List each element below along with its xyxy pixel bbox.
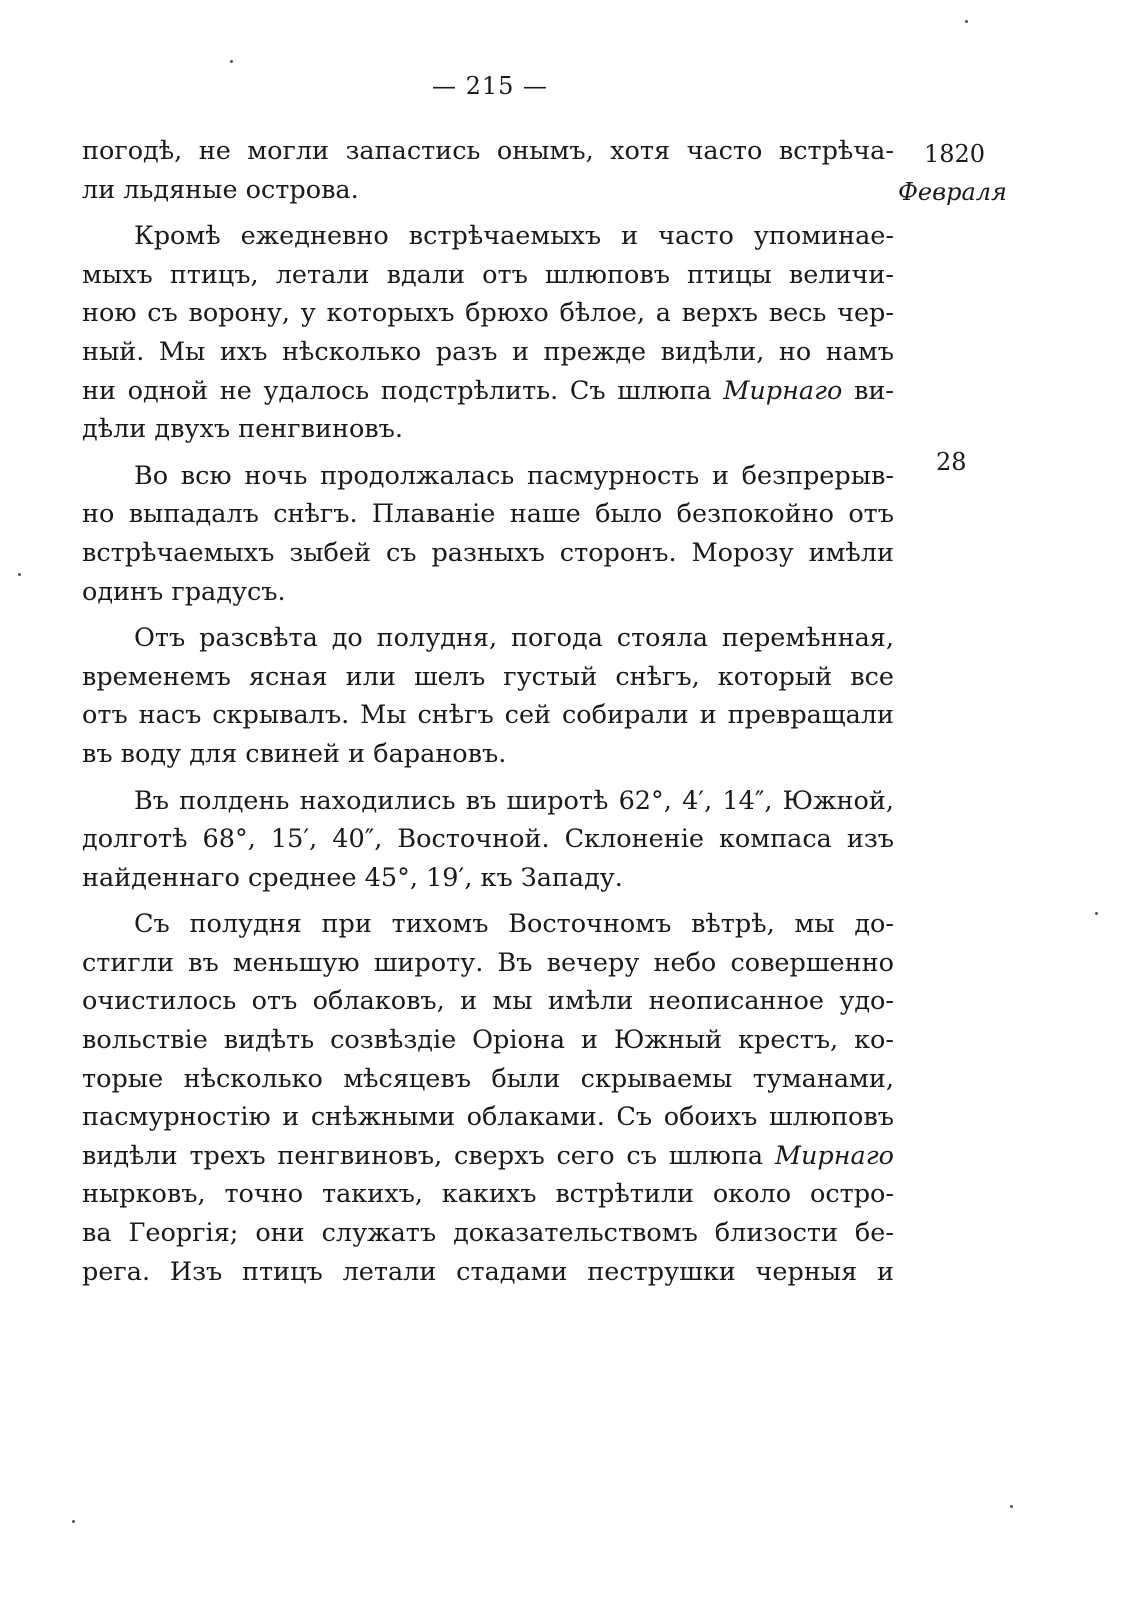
scan-speck [72, 1520, 75, 1523]
text-line: встрѣчаемыхъ зыбей съ разныхъ сторонъ. Морозу имѣли [82, 537, 894, 568]
text-line: отъ насъ скрывалъ. Мы снѣгъ сей собирали и превращали [82, 700, 894, 731]
paragraph-2 [82, 217, 894, 449]
paragraph-6 [82, 905, 894, 1291]
main-text-column [82, 132, 894, 1299]
text-line: мыхъ птицъ, летали вдали отъ шлюповъ птицы величи- [82, 259, 894, 290]
ship-name-italic: Мирнаго [723, 375, 843, 406]
text-line: одинъ градусъ. [82, 576, 286, 607]
text-line: ный. Мы ихъ нѣсколько разъ и прежде видѣли, но намъ [82, 336, 894, 367]
paragraph-5 [82, 782, 894, 898]
text-line: временемъ ясная или шелъ густый снѣгъ, который все [82, 661, 894, 692]
ship-name-italic: Мирнаго [774, 1140, 894, 1171]
paragraph-4 [82, 619, 894, 773]
text-line: ва Георгія; они служатъ доказательствомъ близости бе- [82, 1218, 894, 1249]
text-line: рега. Изъ птицъ летали стадами пеструшки черныя и [82, 1256, 894, 1287]
text-line-with-italic [82, 372, 894, 411]
scan-speck [230, 60, 233, 63]
text-line: Кромѣ ежедневно встрѣчаемыхъ и часто упоминае- [134, 221, 894, 252]
scan-speck [1095, 912, 1098, 915]
text-line: вольствіе видѣть созвѣздіе Оріона и Южный крестъ, ко- [82, 1025, 894, 1056]
text-line: пасмурностію и снѣжными облаками. Съ обоихъ шлюповъ [82, 1102, 894, 1133]
text-line: очистилось отъ облаковъ, и мы имѣли неописанное удо- [82, 986, 894, 1017]
text-line: нырковъ, точно такихъ, какихъ встрѣтили около остро- [82, 1179, 894, 1210]
margin-day: 28 [936, 448, 967, 476]
text-line: найденнаго среднее 45°, 19′, къ Западу. [82, 862, 623, 893]
scan-speck [1010, 1505, 1013, 1508]
margin-month: Февраля [898, 178, 1007, 206]
text-line: Во всю ночь продолжалась пасмурность и безпрерыв- [134, 460, 894, 491]
paragraph-3 [82, 457, 894, 611]
text-segment: видѣли трехъ пенгвиновъ, сверхъ сего съ шлюпа [82, 1140, 775, 1171]
scan-speck [965, 20, 968, 23]
text-line: погодѣ, не могли запастись онымъ, хотя часто встрѣча- [82, 136, 894, 166]
margin-year: 1820 [924, 140, 986, 168]
text-line: ною съ ворону, у которыхъ брюхо бѣлое, а верхъ весь чер- [82, 298, 894, 329]
page-number: — 215 — [431, 72, 549, 100]
text-line: дѣли двухъ пенгвиновъ. [82, 414, 403, 445]
text-line: Въ полдень находились въ широтѣ 62°, 4′, 14″, Южной, [134, 785, 894, 816]
text-line: стигли въ меньшую широту. Въ вечеру небо совершенно [82, 947, 894, 978]
text-line: ли льдяные острова. [82, 174, 359, 205]
text-line: но выпадалъ снѣгъ. Плаваніе наше было безпокойно отъ [82, 499, 894, 530]
text-line: Отъ разсвѣта до полудня, погода стояла перемѣнная, [134, 623, 894, 654]
text-line: торые нѣсколько мѣсяцевъ были скрываемы туманами, [82, 1063, 894, 1094]
text-line-with-italic [82, 1137, 894, 1176]
text-line: въ воду для свиней и барановъ. [82, 738, 507, 769]
text-line: долготѣ 68°, 15′, 40″, Восточной. Склоненіе компаса изъ [82, 824, 894, 855]
scan-speck [18, 573, 21, 576]
paragraph-1 [82, 132, 894, 209]
text-segment: ви- [842, 375, 894, 406]
text-line: Съ полудня при тихомъ Восточномъ вѣтрѣ, мы до- [134, 909, 894, 940]
text-segment: ни одной не удалось подстрѣлить. Съ шлюпа [82, 375, 724, 406]
